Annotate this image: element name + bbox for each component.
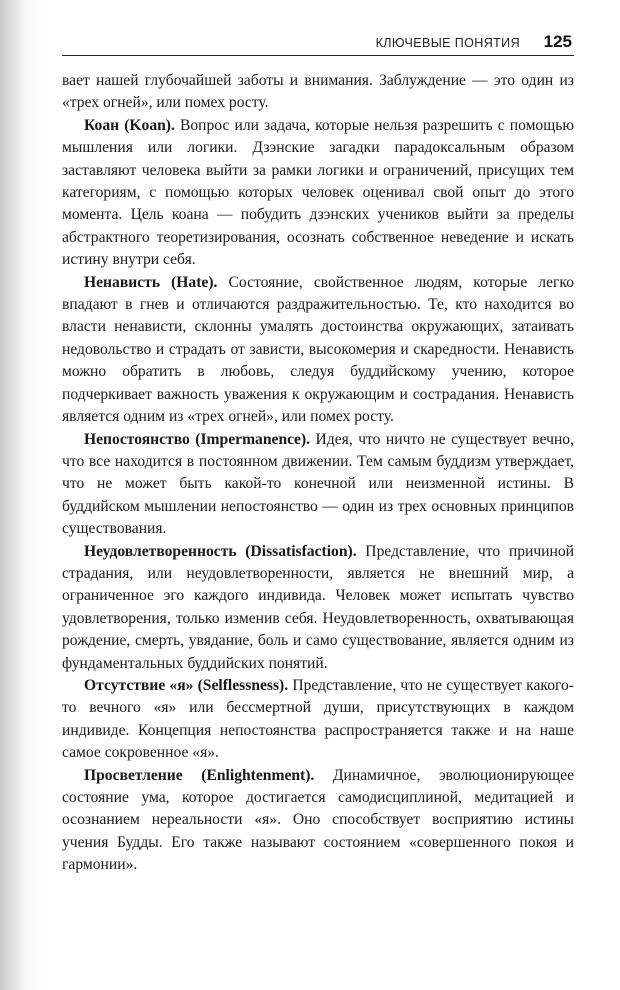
paragraph-text: вает нашей глубочайшей заботы и внимания. Заблуждение — это один из «трех огней», или помех росту. <box>62 72 574 112</box>
definition-koan: Вопрос или задача, которые нельзя разрешить с помощью мышления или логики. Дзэнские загадки парадоксальным образом заставляют человека выйти за рамки логики и ограничений, присущих тем категориям, с помощью которых человек оценивал свой опыт до этого момента. Цель коана — побудить дзэнских учеников выйти за пределы абстрактного теоретизирования, осознать собственное неведение и искать истину внутри себя. <box>62 116 574 269</box>
paragraph-delusion-continued <box>62 70 574 115</box>
entry-dissatisfaction <box>62 541 574 675</box>
term-hate: Ненависть (Hate). <box>84 273 218 291</box>
entry-koan <box>62 115 574 272</box>
page-header <box>62 30 574 56</box>
book-spine-shadow <box>0 0 22 990</box>
term-enlightenment: Просветление (Enlightenment). <box>84 766 315 784</box>
entry-selflessness <box>62 675 574 765</box>
definition-dissatisfaction: Представление, что причиной страдания, или неудовлетворенности, является не внешний мир, а ограниченное эго каждого индивида. Человек может испытать чувство удовлетворения, только изменив себя. Неудовлетворенность, охватывающая рождение, смерть, увядание, боль и само существование, является одним из фундаментальных буддийских понятий. <box>62 542 575 672</box>
term-koan: Коан (Koan). <box>84 116 175 134</box>
running-head: КЛЮЧЕВЫЕ ПОНЯТИЯ <box>375 36 520 50</box>
entry-impermanence <box>62 429 574 541</box>
term-selflessness: Отсутствие «я» (Selflessness). <box>84 676 289 694</box>
term-impermanence: Непостоянство (Impermanence). <box>84 430 311 448</box>
definition-enlightenment: Динамичное, эволюционирующее состояние ума, которое достигается самодисциплиной, медитацией и осознанием нереальности «я». Оно способствует восприятию истины учения Будды. Его также называют состоянием «совершенного покоя и гармонии». <box>62 766 574 874</box>
definition-hate: Состояние, свойственное людям, которые легко впадают в гнев и отличаются раздражительностью. Те, кто находится во власти ненависти, склонны умалять достоинства окружающих, затаивать недовольство и страдать от зависти, высокомерия и скаредности. Ненависть можно обратить в любовь, следуя буддийскому учению, которое подчеркивает важность уважения к окружающим и сострадания. Ненависть является одним из «трех огней», или помех росту. <box>62 273 574 426</box>
entry-hate <box>62 272 574 429</box>
header-rule <box>62 55 574 56</box>
page-number: 125 <box>543 32 572 51</box>
body-text <box>62 70 574 877</box>
definition-impermanence: Идея, что ничто не существует вечно, что все находится в постоянном движении. Тем самым буддизм утверждает, что не может быть какой-то конечной или неизменной истины. В буддийском мышлении непостоянство — один из трех основных принципов существования. <box>62 430 574 538</box>
term-dissatisfaction: Неудовлетворенность (Dissatisfaction). <box>84 542 357 560</box>
entry-enlightenment <box>62 765 574 877</box>
definition-selflessness: Представление, что не существует какого-то вечного «я» или бессмертной души, присутствующих в каждом индивиде. Концепция непостоянства распространяется также и на наше самое сокровенное «я». <box>62 676 575 762</box>
